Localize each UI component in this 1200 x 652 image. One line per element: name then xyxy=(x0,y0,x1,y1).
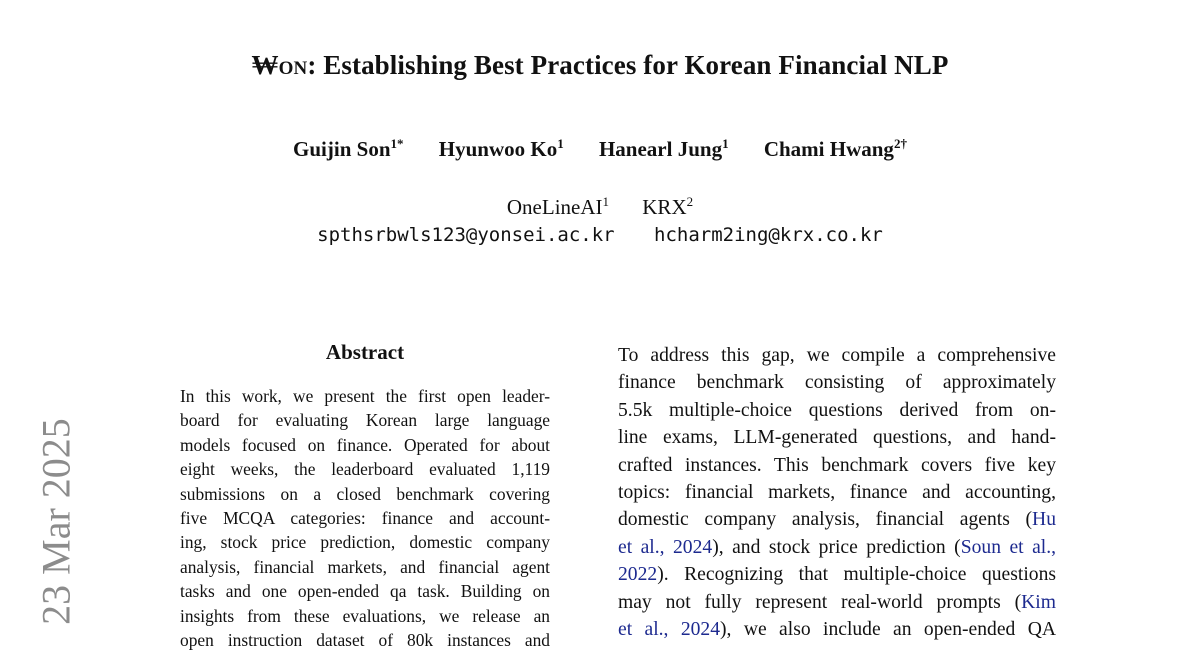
intro-text: ). Recognizing that multiple-choice questions xyxy=(657,564,1056,586)
author-name: Guijin Son xyxy=(293,137,391,161)
affiliation-mark: 2 xyxy=(686,194,694,209)
email-list xyxy=(0,224,1200,246)
author-list xyxy=(0,136,1200,162)
intro-line: finance benchmark consisting of approximately xyxy=(618,372,1056,394)
affiliation-1 xyxy=(507,195,609,219)
abstract-line: analysis, financial markets, and financial agent xyxy=(180,556,550,577)
affiliation-2 xyxy=(642,195,693,219)
author-2 xyxy=(439,137,564,161)
intro-text: may not fully represent real-world prompts ( xyxy=(618,591,1022,613)
intro-line: line exams, LLM-generated questions, and hand- xyxy=(618,427,1056,449)
citation-link[interactable]: Kim xyxy=(1021,591,1056,613)
abstract-line: submissions on a closed benchmark covering xyxy=(180,483,550,504)
abstract-body xyxy=(180,384,550,652)
intro-line: To address this gap, we compile a comprehensive xyxy=(618,345,1056,366)
citation-link[interactable]: Hu xyxy=(1032,509,1056,531)
author-affil-mark: 2† xyxy=(893,136,907,151)
abstract-line: tasks and one open-ended qa task. Building on xyxy=(180,581,550,602)
paper-title xyxy=(0,50,1200,81)
title-won-mark: ₩on xyxy=(251,50,308,80)
intro-text: ), and stock price prediction ( xyxy=(712,536,961,558)
email-2[interactable]: hcharm2ing@krx.co.kr xyxy=(654,224,883,246)
author-affil-mark: 1* xyxy=(390,136,404,151)
intro-line: crafted instances. This benchmark covers five key xyxy=(618,454,1056,476)
intro-column xyxy=(618,342,1056,643)
intro-line xyxy=(618,534,1056,561)
author-name: Chami Hwang xyxy=(763,137,894,161)
citation-link[interactable]: Soun et al., xyxy=(960,536,1057,558)
abstract-line: ing, stock price prediction, domestic company xyxy=(180,532,550,553)
affiliation-mark: 1 xyxy=(602,194,610,209)
intro-line xyxy=(618,561,1056,588)
author-4 xyxy=(764,137,907,161)
intro-text: ), we also include an open-ended QA xyxy=(720,619,1056,641)
abstract-line: five MCQA categories: finance and account- xyxy=(180,508,550,529)
abstract-heading: Abstract xyxy=(325,340,405,364)
email-1[interactable]: spthsrbwls123@yonsei.ac.kr xyxy=(317,224,615,246)
abstract-line: open instruction dataset of 80k instances and xyxy=(180,630,550,651)
affiliation-name: OneLineAI xyxy=(506,195,603,219)
arxiv-date-stamp: 23 Mar 2025 xyxy=(33,418,79,625)
author-affil-mark: 1 xyxy=(557,136,564,151)
intro-line xyxy=(618,506,1056,533)
citation-link[interactable]: et al., 2024 xyxy=(618,536,713,558)
citation-link[interactable]: 2022 xyxy=(618,564,658,586)
intro-line xyxy=(618,589,1056,616)
abstract-line: models focused on finance. Operated for about xyxy=(180,434,550,455)
intro-line: topics: financial markets, finance and accounting, xyxy=(618,482,1056,504)
abstract-line: insights from these evaluations, we release an xyxy=(180,605,550,626)
abstract-line: eight weeks, the leaderboard evaluated 1,119 xyxy=(180,459,550,480)
abstract-line: In this work, we present the first open leader- xyxy=(180,386,550,406)
title-text: : Establishing Best Practices for Korean Financial NLP xyxy=(307,50,949,80)
intro-line: 5.5k multiple-choice questions derived from on- xyxy=(618,399,1056,421)
affiliation-name: KRX xyxy=(642,195,687,219)
intro-line xyxy=(618,616,1056,643)
author-affil-mark: 1 xyxy=(722,136,729,151)
author-name: Hyunwoo Ko xyxy=(438,137,558,161)
citation-link[interactable]: et al., 2024 xyxy=(618,619,721,641)
affiliation-list xyxy=(0,194,1200,220)
intro-text: domestic company analysis, financial agents ( xyxy=(618,509,1033,531)
abstract-line: board for evaluating Korean large language xyxy=(180,410,550,431)
author-3 xyxy=(599,137,729,161)
author-1 xyxy=(293,137,403,161)
author-name: Hanearl Jung xyxy=(598,137,723,161)
